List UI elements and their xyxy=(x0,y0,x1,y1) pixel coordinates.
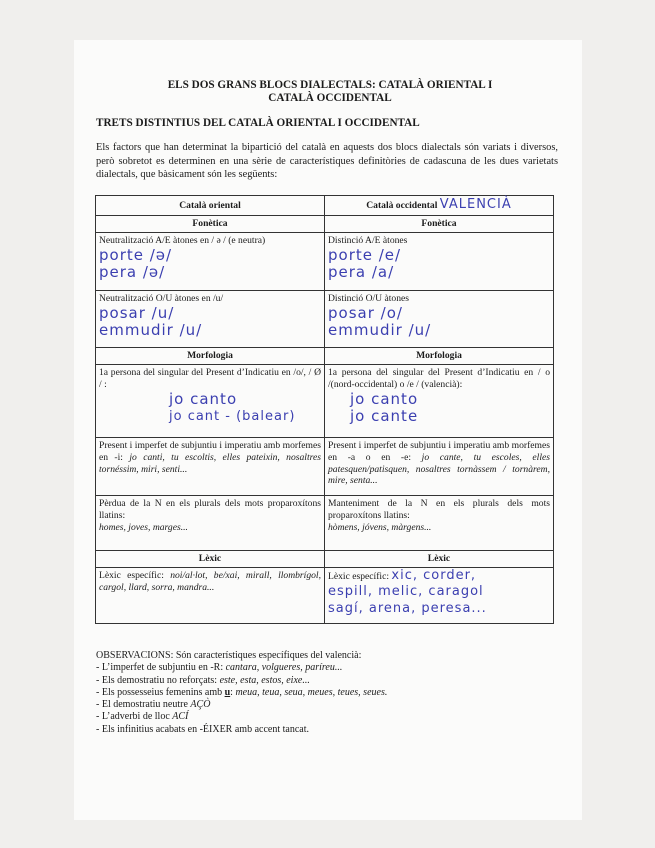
cell-ou-oriental-text: Neutralització O/U àtones en /u/ xyxy=(99,293,224,304)
observation-colon: : xyxy=(230,686,233,698)
observation-text: - El demostratiu neutre xyxy=(96,699,188,711)
cell-examples: jo cante, tu escoles, elles patesquen/patisquen, nosaltres tornàssem / tornàrem, mire, senta... xyxy=(328,451,550,487)
handwritten-answer: pera /a/ xyxy=(328,262,395,281)
section-fonetica-occidental: Fonètica xyxy=(325,216,554,233)
document-subtitle: TRETS DISTINTIUS DEL CATALÀ ORIENTAL I OCCIDENTAL xyxy=(96,117,420,129)
section-morfologia-occidental: Morfologia xyxy=(325,348,554,365)
cell-text: Present i imperfet de subjuntiu i imperatiu amb morfemes en -i: xyxy=(99,440,321,463)
handwritten-answer: jo cant - (balear) xyxy=(169,408,296,424)
cell-ou-occidental-text: Distinció O/U àtones xyxy=(328,293,410,304)
cell-ou-occidental xyxy=(325,291,554,348)
cell-ou-oriental xyxy=(96,291,325,348)
section-morfologia-oriental: Morfologia xyxy=(96,348,325,365)
cell-text: Manteniment de la N en els plurals dels mots proparoxítons llatins: xyxy=(328,498,550,521)
header-oriental: Català oriental xyxy=(96,196,325,216)
handwritten-valencia-note: VALENCIÀ xyxy=(439,197,512,213)
handwritten-answer: porte /ə/ xyxy=(99,245,173,264)
cell-ae-oriental xyxy=(96,233,325,291)
cell-subjuntiu-oriental xyxy=(96,438,325,496)
observation-text: - L’adverbi de lloc xyxy=(96,711,170,723)
observation-example: este, esta, estos, eixe... xyxy=(219,674,310,686)
header-occidental xyxy=(325,196,554,216)
section-lexic-occidental: Lèxic xyxy=(325,551,554,568)
observation-item xyxy=(96,699,556,711)
cell-text: Lèxic específic: xyxy=(99,570,164,581)
observation-text: - Els infinitius acabats en -ÉIXER amb accent tancat. xyxy=(96,723,309,735)
observation-underlined: u xyxy=(224,686,231,698)
cell-lexic-occidental xyxy=(325,568,554,624)
handwritten-answer: jo canto xyxy=(350,389,419,408)
header-occidental-label: Català occidental xyxy=(366,200,438,212)
handwritten-answer: porte /e/ xyxy=(328,245,402,264)
observation-item xyxy=(96,711,556,723)
handwritten-answer: xic, corder, xyxy=(391,568,477,583)
cell-ae-occidental xyxy=(325,233,554,291)
cell-persona1-oriental xyxy=(96,365,325,438)
observation-text: - Els possesseius femenins amb xyxy=(96,686,223,698)
observation-item xyxy=(96,724,556,736)
cell-subjuntiu-occidental xyxy=(325,438,554,496)
handwritten-answer: sagí, arena, peresa... xyxy=(328,600,487,616)
handwritten-answer: posar /o/ xyxy=(328,303,403,322)
cell-text: Present i imperfet de subjuntiu i imperatiu amb morfemes en -a o en -e: xyxy=(328,440,550,463)
intro-paragraph: Els factors que han determinat la bipartició del català en aquests dos blocs dialectals són variats i diversos, però sobretot es determinen en una sèrie de característiques definitòries de cadascuna de les dues varietats dialectals, que bàsicament són les següents: xyxy=(96,142,558,180)
section-fonetica-oriental: Fonètica xyxy=(96,216,325,233)
observation-text: - Els demostratiu no reforçats: xyxy=(96,674,218,686)
observation-text: - L’imperfet de subjuntiu en -R: xyxy=(96,662,224,674)
cell-examples: homes, joves, marges... xyxy=(99,521,188,533)
cell-ae-occidental-text: Distinció A/E àtones xyxy=(328,235,408,246)
cell-examples: hòmens, jóvens, màrgens... xyxy=(328,521,432,533)
observation-example: meua, teua, seua, meues, teues, seues. xyxy=(235,686,388,698)
observation-item xyxy=(96,687,556,699)
handwritten-answer: emmudir /u/ xyxy=(99,320,203,339)
cell-text: Lèxic específic: xyxy=(328,571,389,582)
cell-lexic-oriental xyxy=(96,568,325,624)
observation-item xyxy=(96,662,556,674)
dialect-comparison-table xyxy=(95,195,554,624)
cell-examples: jo canti, tu escoltis, elles pateixin, nosaltres tornéssim, miri, senti... xyxy=(99,451,322,475)
cell-persona1-oriental-text: 1a persona del singular del Present d’Indicatiu en /o/, / Ø / : xyxy=(99,367,321,390)
cell-examples: noi/al·lot, be/xai, mirall, llombrígol, cargol, llard, sorra, mandra... xyxy=(99,570,321,593)
cell-nplural-occidental xyxy=(325,496,554,551)
observation-example: AÇÒ xyxy=(190,699,211,711)
handwritten-answer: emmudir /u/ xyxy=(328,320,432,339)
observations-heading: OBSERVACIONS: Són característiques específiques del valencià: xyxy=(96,650,362,661)
handwritten-answer: jo canto xyxy=(169,389,238,408)
handwritten-answer: jo cante xyxy=(350,406,419,425)
cell-persona1-occidental-text: 1a persona del singular del Present d’Indicatiu en / o /(nord-occidental) o /e / (valencià): xyxy=(328,367,550,390)
handwritten-answer: posar /u/ xyxy=(99,303,175,322)
observation-example: cantara, volgueres, paríreu... xyxy=(225,662,343,674)
document-title: ELS DOS GRANS BLOCS DIALECTALS: CATALÀ ORIENTAL I CATALÀ OCCIDENTAL xyxy=(167,79,493,104)
observations xyxy=(96,650,556,736)
cell-text: Pèrdua de la N en els plurals dels mots proparoxítons llatins: xyxy=(99,498,321,521)
observation-item xyxy=(96,675,556,687)
handwritten-answer: pera /ə/ xyxy=(99,262,166,281)
section-lexic-oriental: Lèxic xyxy=(96,551,325,568)
cell-nplural-oriental xyxy=(96,496,325,551)
cell-ae-oriental-text: Neutralització A/E àtones en / ə / (e neutra) xyxy=(99,235,266,246)
handwritten-answer: espill, melic, caragol xyxy=(328,583,484,599)
cell-persona1-occidental xyxy=(325,365,554,438)
observation-example: ACÍ xyxy=(172,711,189,723)
